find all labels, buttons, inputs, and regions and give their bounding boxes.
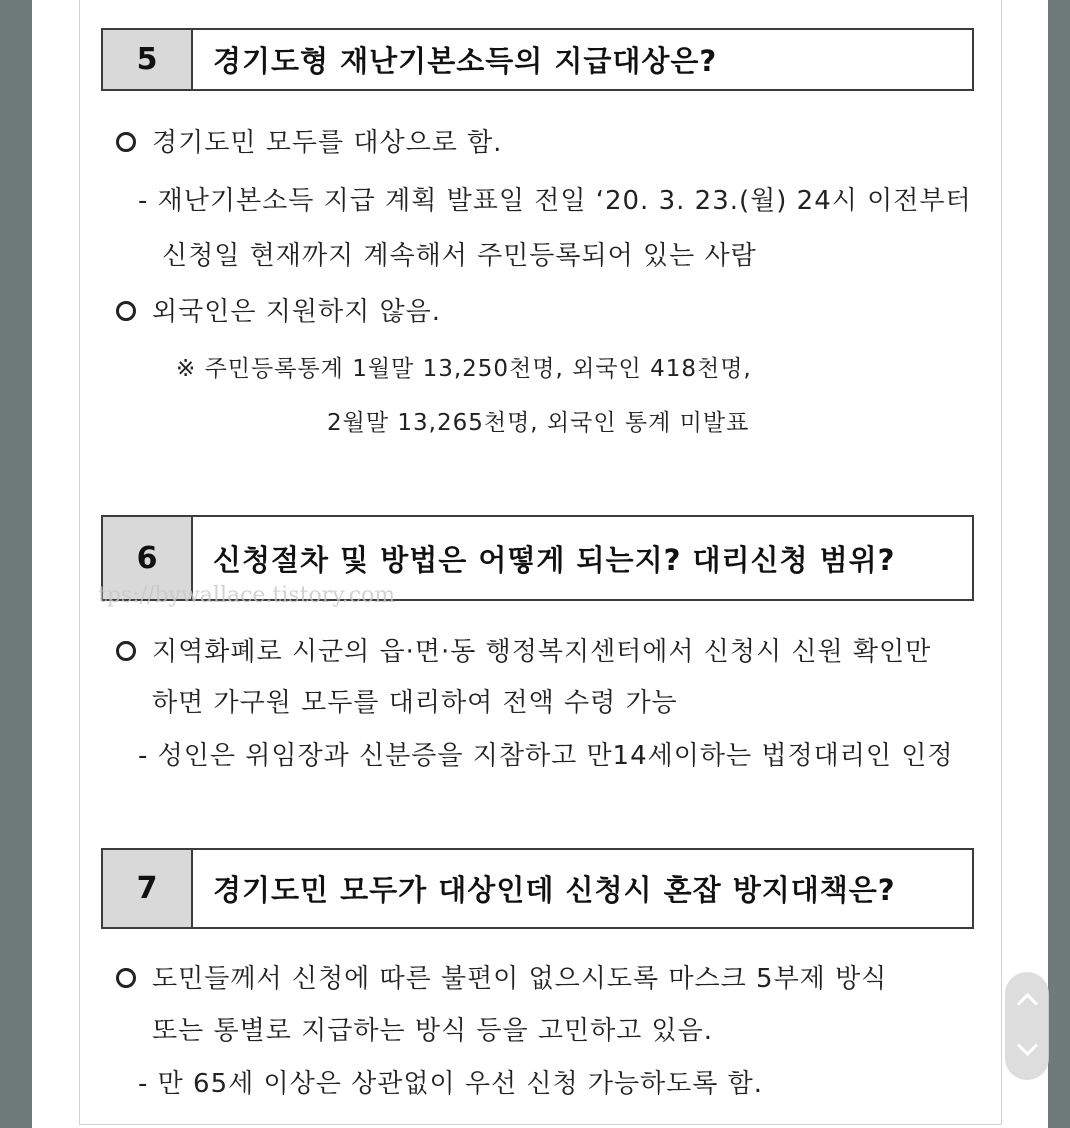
section-title: 경기도민 모두가 대상인데 신청시 혼잡 방지대책은? <box>213 873 896 907</box>
section-number: 7 <box>103 850 193 927</box>
watermark: tps://bywallace.tistory.com <box>98 583 396 608</box>
section-title: 경기도형 재난기본소득의 지급대상은? <box>213 44 718 78</box>
dash-text: - 성인은 위임장과 신분증을 지참하고 만14세이하는 법정대리인 인정 <box>138 741 954 771</box>
circle-bullet-icon <box>116 132 136 152</box>
dash-text: - 만 65세 이상은 상관없이 우선 신청 가능하도록 함. <box>138 1069 764 1099</box>
circle-bullet-icon <box>116 968 136 988</box>
bullet-text: 도민들께서 신청에 따른 불편이 없으시도록 마스크 5부제 방식 <box>152 964 888 994</box>
note-text: ※ 주민등록통계 1월말 13,250천명, 외국인 418천명, <box>176 356 752 382</box>
bullet-text-continued: 하면 가구원 모두를 대리하여 전액 수령 가능 <box>152 688 678 718</box>
section-number: 6 <box>103 517 193 599</box>
section-5-header <box>101 28 974 91</box>
bullet-text: 경기도민 모두를 대상으로 함. <box>152 128 503 158</box>
section-7-header <box>101 848 974 929</box>
chevron-up-icon <box>1017 993 1038 1014</box>
chevron-down-icon <box>1017 1035 1038 1056</box>
circle-bullet-icon <box>116 641 136 661</box>
section-title: 신청절차 및 방법은 어떻게 되는지? 대리신청 범위? <box>213 542 896 577</box>
scroll-controls <box>1005 972 1049 1080</box>
note-text-continued: 2월말 13,265천명, 외국인 통계 미발표 <box>327 410 750 436</box>
scroll-down-button[interactable] <box>1005 1026 1049 1080</box>
circle-bullet-icon <box>116 301 136 321</box>
bullet-text-continued: 또는 통별로 지급하는 방식 등을 고민하고 있음. <box>152 1016 714 1046</box>
bullet-text: 외국인은 지원하지 않음. <box>152 297 441 327</box>
bullet-text: 지역화폐로 시군의 읍·면·동 행정복지센터에서 신청시 신원 확인만 <box>152 637 932 667</box>
scroll-up-button[interactable] <box>1005 972 1049 1026</box>
dash-text: - 재난기본소득 지급 계획 발표일 전일 ‘20. 3. 23.(월) 24시 이전부터 <box>138 186 972 216</box>
dash-text-continued: 신청일 현재까지 계속해서 주민등록되어 있는 사람 <box>162 241 757 271</box>
section-number: 5 <box>103 30 193 89</box>
